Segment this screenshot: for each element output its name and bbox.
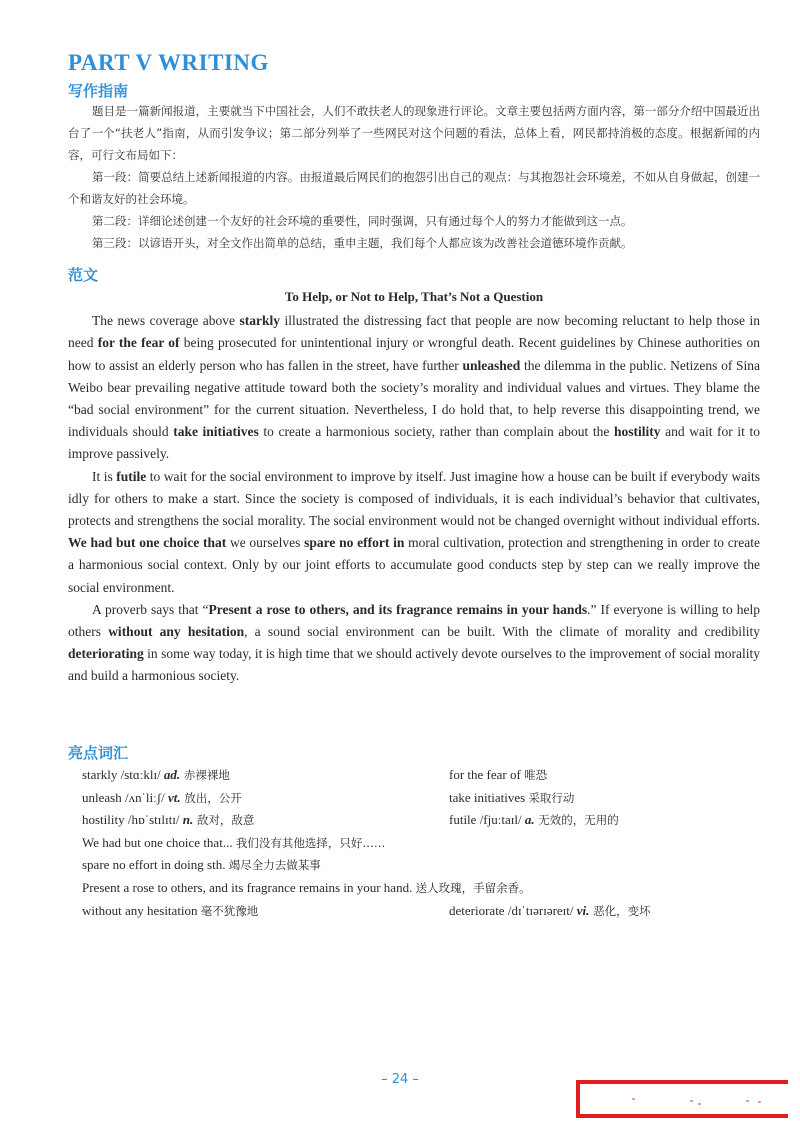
vocab-row: [82, 854, 762, 877]
essay-paragraph-1: The news coverage above starkly illustrated the distressing fact that people are now becoming reluctant to help those in need for the fear of being prosecuted for unintentional injury or wrongful death. Recent guidelines by Chinese authorities on how to assist an elderly person who has fallen in the street, have further unleashed the dilemma in the public. Netizens of Sina Weibo bear prevailing negative attitude toward both the society’s morality and individual values and virtues. They blame the “bad social environment” for the current situation. Nevertheless, I do hold that, to help reverse this disappointing trend, we individuals should take initiatives to create a harmonious society, rather than complain about the hostility and wait for it to improve passively.: [68, 313, 760, 462]
writing-guide: [68, 100, 760, 254]
guide-paragraph: 第一段：简要总结上述新闻报道的内容。由报道最后网民们的抱怨引出自己的观点：与其抱怨社会环境差，不如从自身做起，创建一个和谐友好的社会环境。: [68, 170, 760, 206]
vocab-row: [82, 877, 762, 900]
highlight-phrase: unleashed: [462, 357, 521, 373]
highlight-phrase: deteriorating: [68, 646, 144, 662]
highlight-phrase: take initiatives: [173, 424, 259, 440]
highlight-phrase: without any hesitation: [108, 624, 245, 640]
vocab-item-spare-no-effort: spare no effort in doing sth. 竭尽全力去做某事: [82, 857, 321, 873]
vocab-item-hostility: hostility /hɒˈstɪlɪtɪ/ n. 敌对，敌意: [82, 812, 255, 828]
essay-paragraph-3: A proverb says that “Present a rose to others, and its fragrance remains in your hands.” If everyone is willing to help others without any hesitation, a sound social environment can be built. With the climate of morality and credibility deteriorating in some way today, it is high time that we should actively devote ourselves to the improvement of social morality and build a harmonious society.: [68, 601, 760, 684]
highlight-phrase: futile: [116, 468, 147, 484]
vocab-item-without-hesitation: without any hesitation 毫不犹豫地: [82, 902, 259, 918]
model-essay: [68, 286, 760, 688]
highlight-phrase: Present a rose to others, and its fragrance remains in your hands: [208, 601, 588, 617]
stamp-mark: [746, 1100, 749, 1102]
vocab-item-one-choice: We had but one choice that... 我们没有其他选择，只好……: [82, 834, 386, 850]
vocab-item-deteriorate: deteriorate /dɪˈtɪərɪəreɪt/ vi. 恶化，变坏: [449, 902, 651, 918]
vocab-row: [82, 787, 762, 810]
stamp-mark: [698, 1103, 701, 1105]
red-stamp-frame: [576, 1080, 788, 1118]
page-number: – 24 –: [381, 1072, 419, 1087]
stamp-mark: [758, 1101, 761, 1103]
stamp-mark: [690, 1100, 693, 1102]
highlight-phrase: hostility: [614, 424, 661, 440]
stamp-mark: [632, 1098, 635, 1100]
vocab-list: [82, 764, 762, 922]
essay-title: To Help, or Not to Help, That’s Not a Question: [284, 289, 544, 304]
model-essay-heading: 范文: [68, 266, 99, 284]
vocab-item-starkly: starkly /stɑːklɪ/ ad. 赤裸裸地: [82, 767, 230, 782]
guide-paragraph: 第三段：以谚语开头，对全文作出简单的总结，重申主题，我们每个人都应该为改善社会道德环境作贡献。: [92, 236, 633, 250]
guide-paragraph: 题目是一篇新闻报道，主要就当下中国社会，人们不敢扶老人的现象进行评论。文章主要包括两方面内容，第一部分介绍中国最近出台了一个“扶老人”指南，从而引发争议；第二部分列举了一些网民对这个问题的看法，总体上看，网民都持消极的态度。根据新闻的内容，可行文布局如下：: [68, 104, 760, 162]
highlight-phrase: for the fear of: [97, 335, 180, 351]
highlight-phrase: We had but one choice that: [68, 535, 227, 551]
vocab-row: [82, 764, 762, 787]
guide-paragraph: 第二段：详细论述创建一个友好的社会环境的重要性，同时强调，只有通过每个人的努力才能做到这一点。: [92, 214, 633, 228]
vocab-item-unleash: unleash /ʌnˈliːʃ/ vt. 放出，公开: [82, 789, 242, 805]
highlight-phrase: spare no effort in: [304, 535, 405, 551]
vocab-row: [82, 809, 762, 832]
vocab-item-for-the-fear-of: for the fear of 唯恐: [449, 767, 548, 782]
vocab-item-take-initiatives: take initiatives 采取行动: [449, 789, 575, 805]
vocab-heading: 亮点词汇: [68, 744, 129, 762]
vocab-item-futile: futile /fjuːtaɪl/ a. 无效的，无用的: [449, 812, 619, 828]
part-title: PART V WRITING: [68, 50, 269, 75]
essay-paragraph-2: It is futile to wait for the social environment to improve by itself. Just imagine how a house can be built if everybody waits idly for others to make a start. Since the society is composed of individuals, it is each individual’s behavior that cultivates, protects and strengthens the social morality. The social environment would not be changed overnight without individual efforts. We had but one choice that we ourselves spare no effort in moral cultivation, protection and strengthening in order to create a harmonious social context. Only by our joint efforts to accumulate good conducts step by step can we really improve the social environment.: [68, 468, 760, 595]
vocab-row: [82, 832, 762, 855]
vocab-row: [82, 900, 762, 923]
vocab-item-present-rose: Present a rose to others, and its fragrance remains in your hand. 送人玫瑰，手留余香。: [82, 879, 531, 895]
highlight-phrase: starkly: [239, 313, 280, 329]
guide-heading: 写作指南: [68, 82, 129, 100]
